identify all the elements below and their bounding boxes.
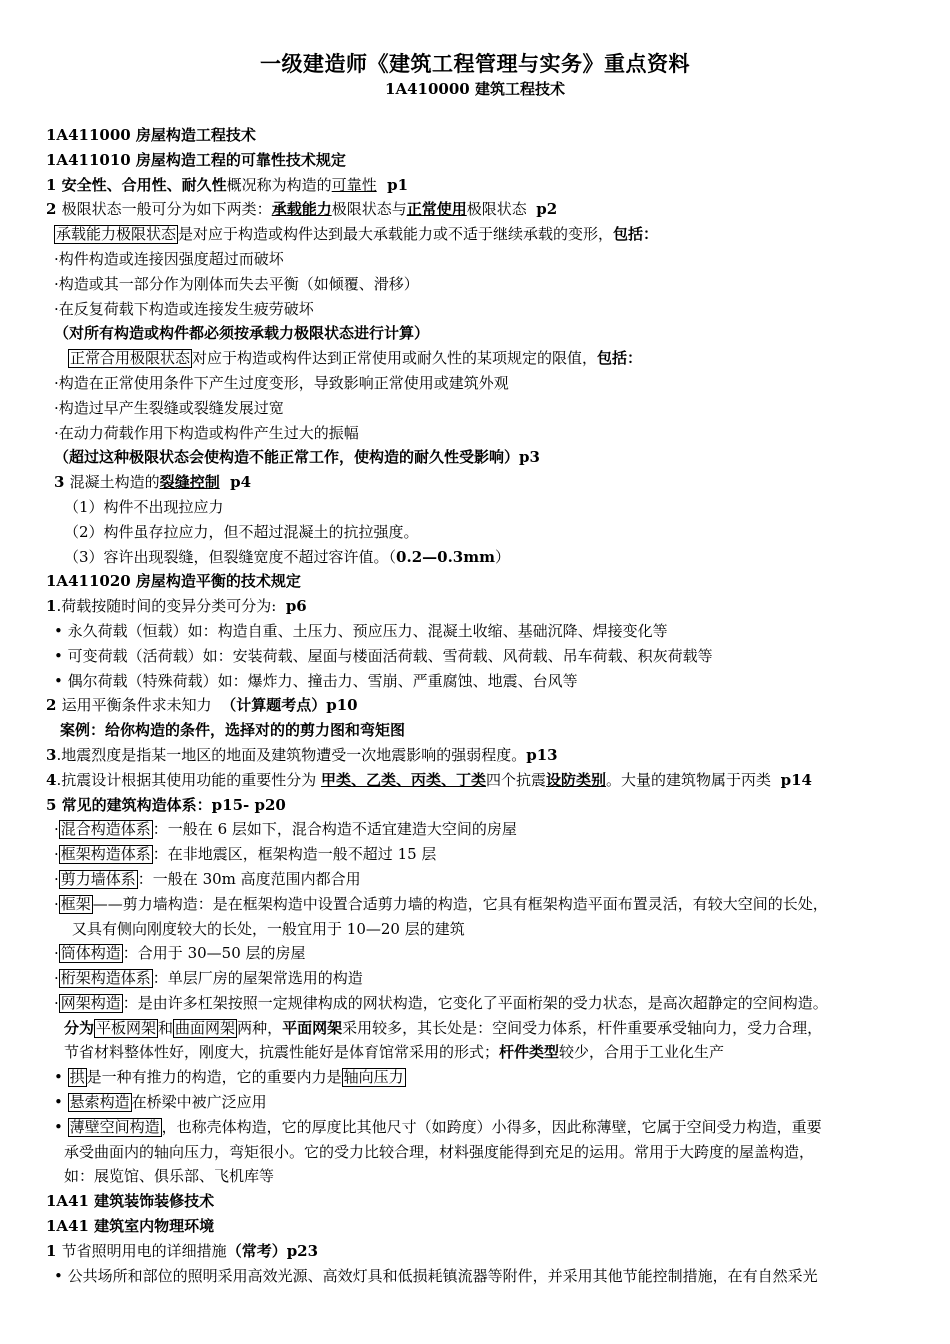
boxed-term: 曲面网架: [175, 1018, 236, 1037]
boxed-term: 混合构造体系: [60, 820, 151, 839]
list-item: · 筒体构造 ：合用于 30—50 层的房屋: [54, 944, 306, 963]
continuation-line: 分为 平板网架 和 曲面网架 两种，平面网架采用较多，其长处是：空间受力体系，杆件重要承受轴向力，受力合理，: [64, 1018, 823, 1037]
text-line: 1.荷载按随时间的变异分类可分为: p6: [46, 597, 307, 616]
subsection-heading: 1A411010 房屋构造工程的可靠性技术规定: [46, 150, 346, 169]
list-item: • 拱 是一种有推力的构造，它的重要内力是 轴向压力: [54, 1068, 404, 1087]
list-item: ·构造过早产生裂缝或裂缝发展过宽: [54, 398, 284, 417]
list-item: · 混合构造体系 ：一般在 6 层如下，混合构造不适宜建造大空间的房屋: [54, 820, 517, 839]
list-item: ·构件构造或连接因强度超过而破坏: [54, 249, 284, 268]
list-item: ·在反复荷载下构造或连接发生疲劳破坏: [54, 299, 314, 318]
list-item: ·在动力荷载作用下构造或构件产生过大的振幅: [54, 423, 359, 442]
example-line: 案例：给你构造的条件，选择对的的剪力图和弯矩图: [60, 721, 406, 740]
continuation-line: 如：展览馆、俱乐部、飞机库等: [64, 1167, 275, 1186]
boxed-term: 拱: [69, 1068, 85, 1087]
list-item: （1）构件不出现拉应力: [64, 497, 224, 516]
boxed-term: 轴向压力: [343, 1068, 404, 1087]
boxed-term: 框架构造体系: [60, 845, 151, 864]
boxed-term: 薄壁空间构造: [69, 1117, 160, 1136]
list-item: • 永久荷载（恒载）如：构造自重、土压力、预应压力、混凝土收缩、基础沉降、焊接变化等: [54, 621, 668, 640]
text-line: 2 运用平衡条件求未知力 （计算题考点）p10: [46, 696, 358, 715]
boxed-term: 网架构造: [60, 993, 121, 1012]
boxed-term: 悬索构造: [69, 1093, 130, 1112]
note-line: （超过这种极限状态会使构造不能正常工作，使构造的耐久性受影响）p3: [54, 448, 540, 467]
continuation-line: 又具有侧向刚度较大的长处，一般宜用于 10—20 层的建筑: [72, 919, 465, 938]
note-line: （对所有构造或构件都必须按承载力极限状态进行计算）: [54, 324, 430, 343]
text-line: 2 极限状态一般可分为如下两类：承载能力极限状态与正常使用极限状态 p2: [46, 200, 558, 219]
list-item: （3）容许出现裂缝，但裂缝宽度不超过容许值。（0.2—0.3mm）: [64, 547, 510, 566]
boxed-term: 平板网架: [96, 1018, 157, 1037]
text-line: 4.抗震设计根据其使用功能的重要性分为 甲类、乙类、丙类、丁类四个抗震设防类别。大量的建筑物属于丙类 p14: [46, 770, 812, 789]
boxed-term: 剪力墙体系: [60, 869, 136, 888]
list-item: · 网架构造 ：是由许多杠架按照一定规律构成的网状构造，它变化了平面桁架的受力状态，是高次超静定的空间构造。: [54, 993, 828, 1012]
list-item: • 悬索构造 在桥梁中被广泛应用: [54, 1093, 267, 1112]
text-line: 3 混凝土构造的裂缝控制 p4: [54, 473, 252, 492]
section-heading: 1A41 建筑装饰装修技术: [46, 1192, 215, 1211]
list-item: • 公共场所和部位的照明采用高效光源、高效灯具和低损耗镇流器等附件，并采用其他节能控制措施，在有自然采光: [54, 1266, 818, 1285]
list-item: · 框架构造体系 ：在非地震区，框架构造一般不超过 15 层: [54, 845, 437, 864]
list-item: · 桁架构造体系 ：单层厂房的屋架常选用的构造: [54, 969, 363, 988]
document-body: [46, 123, 926, 1288]
text-line: 5 常见的建筑构造体系：p15- p20: [46, 795, 286, 814]
boxed-term: 筒体构造: [60, 944, 121, 963]
list-item: • 偶尔荷载（特殊荷载）如：爆炸力、撞击力、雪崩、严重腐蚀、地震、台风等: [54, 671, 578, 690]
subsection-heading: 1A41 建筑室内物理环境: [46, 1217, 215, 1236]
continuation-line: 节省材料整体性好，刚度大，抗震性能好是体育馆常采用的形式；杆件类型较少，合用于工业化生产: [64, 1043, 725, 1062]
list-item: · 剪力墙体系 ：一般在 30m 高度范围内都合用: [54, 869, 361, 888]
list-item: ·构造或其一部分作为刚体而失去平衡（如倾覆、滑移）: [54, 274, 419, 293]
list-item: ·构造在正常使用条件下产生过度变形，导致影响正常使用或建筑外观: [54, 373, 509, 392]
subsection-heading: 1A411020 房屋构造平衡的技术规定: [46, 572, 301, 591]
section-heading: 1A411000 房屋构造工程技术: [46, 126, 256, 144]
boxed-term: 正常合用极限状态: [70, 349, 191, 368]
list-item: • 薄壁空间构造 ，也称壳体构造，它的厚度比其他尺寸（如跨度）小得多，因此称薄壁，它属于空间受力构造，重要: [54, 1117, 822, 1136]
list-item: · 框架 ——剪力墙构造：是在框架构造中设置合适剪力墙的构造，它具有框架构造平面布置灵活，有较大空间的长处，: [54, 894, 828, 913]
text-line: 正常合用极限状态 对应于构造或构件达到正常使用或耐久性的某项规定的限值，包括：: [70, 349, 643, 368]
list-item: （2）构件虽存拉应力，但不超过混凝土的抗拉强度。: [64, 522, 419, 541]
text-line: 3.地震烈度是指某一地区的地面及建筑物遭受一次地震影响的强弱程度。p13: [46, 745, 558, 764]
text-line: 1 节省照明用电的详细措施（常考）p23: [46, 1241, 319, 1260]
document-title: 一级建造师《建筑工程管理与实务》重点资料: [260, 51, 690, 76]
boxed-term: 承载能力极限状态: [56, 225, 177, 244]
continuation-line: 承受曲面内的轴向压力，弯矩很小。它的受力比较合理，材料强度能得到充足的运用。常用于大跨度的屋盖构造，: [64, 1142, 815, 1161]
text-line: 承载能力极限状态 是对应于构造或构件达到最大承载能力或不适于继续承载的变形，包括：: [56, 225, 659, 244]
boxed-term: 桁架构造体系: [60, 969, 151, 988]
document-subtitle: 1A410000 建筑工程技术: [385, 80, 565, 98]
boxed-term: 框架: [60, 894, 91, 913]
text-line: 1 安全性、合用性、耐久性概况称为构造的可靠性 p1: [46, 175, 409, 194]
list-item: • 可变荷载（活荷载）如：安装荷载、屋面与楼面活荷载、雪荷载、风荷载、吊车荷载、积灰荷载等: [54, 646, 713, 665]
